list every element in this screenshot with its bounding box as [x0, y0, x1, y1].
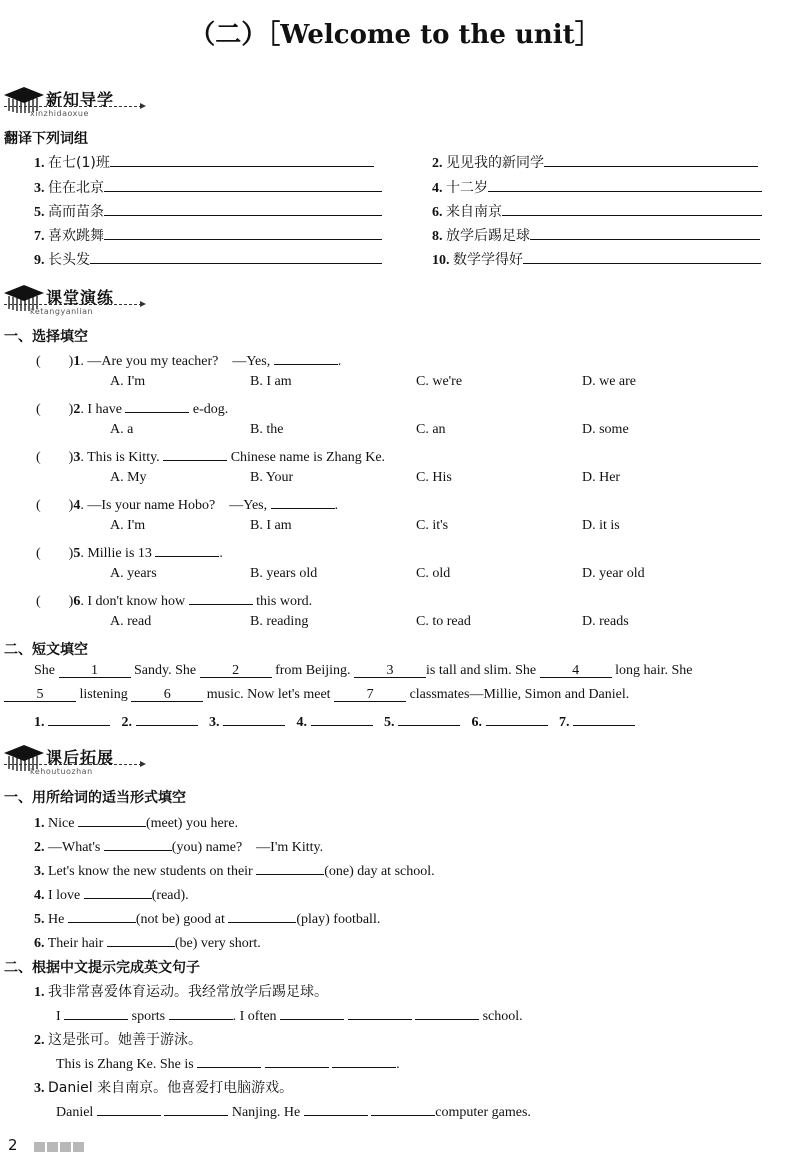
- option[interactable]: A. a: [110, 422, 134, 437]
- answer-blank[interactable]: [107, 932, 175, 947]
- option[interactable]: A. years: [110, 566, 157, 581]
- heading-cloze: 二、短文填空: [4, 642, 88, 658]
- answer-blank[interactable]: [228, 908, 296, 923]
- footer-decoration: [60, 1142, 71, 1152]
- option[interactable]: B. reading: [250, 614, 309, 629]
- page-title: [0, 14, 790, 51]
- answer-blank[interactable]: [64, 1005, 128, 1020]
- option[interactable]: C. it's: [416, 518, 449, 533]
- translate-item: 5. 高而苗条: [34, 201, 382, 221]
- answer-blank[interactable]: [304, 1101, 368, 1116]
- option[interactable]: C. His: [416, 470, 452, 485]
- word-form-item: 2. —What's (you) name? —I'm Kitty.: [34, 836, 323, 856]
- answer-blank[interactable]: [155, 542, 219, 557]
- answer-line[interactable]: [573, 711, 635, 726]
- answer-line[interactable]: [90, 249, 382, 264]
- answer-line[interactable]: [110, 152, 374, 167]
- translate-item: 4. 十二岁: [432, 177, 762, 197]
- heading-multiple-choice: 一、选择填空: [4, 329, 88, 345]
- answer-line[interactable]: [544, 152, 758, 167]
- option[interactable]: A. I'm: [110, 518, 146, 533]
- option[interactable]: C. to read: [416, 614, 471, 629]
- answer-line[interactable]: [104, 177, 382, 192]
- cloze-blank[interactable]: 3: [354, 663, 426, 678]
- section-name: 新知导学: [46, 90, 115, 109]
- translate-item: 1. 在七(1)班: [34, 152, 374, 172]
- option[interactable]: C. old: [416, 566, 451, 581]
- cloze-blank[interactable]: 7: [334, 687, 406, 702]
- answer-blank[interactable]: [169, 1005, 233, 1020]
- option[interactable]: B. Your: [250, 470, 294, 485]
- heading-translate: 翻译下列词组: [4, 131, 88, 147]
- translate-item: 6. 来自南京: [432, 201, 762, 221]
- option[interactable]: D. reads: [582, 614, 629, 629]
- option[interactable]: D. year old: [582, 566, 645, 581]
- word-form-item: 3. Let's know the new students on their (one) day at school.: [34, 860, 435, 880]
- sentence-answer: Daniel Nanjing. He computer games.: [56, 1101, 531, 1121]
- option[interactable]: B. I am: [250, 374, 292, 389]
- word-form-item: 6. Their hair (be) very short.: [34, 932, 261, 952]
- answer-blank[interactable]: [78, 812, 146, 827]
- answer-blank[interactable]: [197, 1053, 261, 1068]
- answer-blank[interactable]: [104, 836, 172, 851]
- word-form-item: 1. Nice (meet) you here.: [34, 812, 238, 832]
- mc-question: ( )4. —Is your name Hobo? —Yes, .: [36, 494, 338, 514]
- mc-question: ( )1. —Are you my teacher? —Yes, .: [36, 350, 341, 370]
- translate-item: 10. 数学学得好: [432, 249, 761, 269]
- translate-item: 3. 住在北京: [34, 177, 382, 197]
- cloze-blank[interactable]: 4: [540, 663, 612, 678]
- answer-blank[interactable]: [348, 1005, 412, 1020]
- cloze-blank[interactable]: 6: [131, 687, 203, 702]
- sentence-prompt: 3. Daniel 来自南京。他喜爱打电脑游戏。: [34, 1080, 294, 1096]
- translate-item: 8. 放学后踢足球: [432, 225, 760, 245]
- option[interactable]: B. I am: [250, 518, 292, 533]
- heading-complete-sentences: 二、根据中文提示完成英文句子: [4, 960, 200, 976]
- option[interactable]: A. My: [110, 470, 147, 485]
- answer-line[interactable]: [136, 711, 198, 726]
- sentence-prompt: 2. 这是张可。她善于游泳。: [34, 1032, 202, 1048]
- answer-line[interactable]: [486, 711, 548, 726]
- section-pinyin: ketangyanlian: [30, 307, 94, 316]
- title-right: ］: [574, 20, 601, 49]
- option[interactable]: D. Her: [582, 470, 621, 485]
- footer-decoration: [47, 1142, 58, 1152]
- section-header-ketangyanlian: [4, 280, 154, 320]
- section-pinyin: kehoutuozhan: [30, 767, 93, 776]
- answer-blank[interactable]: [371, 1101, 435, 1116]
- answer-line[interactable]: [104, 225, 382, 240]
- cloze-line: She 1 Sandy. She 2 from Beijing. 3 is tall and slim. She 4 long hair. She: [34, 663, 693, 678]
- cloze-blank[interactable]: 5: [4, 687, 76, 702]
- answer-blank[interactable]: [415, 1005, 479, 1020]
- answer-blank[interactable]: [256, 860, 324, 875]
- option[interactable]: B. the: [250, 422, 284, 437]
- translate-item: 2. 见见我的新同学: [432, 152, 758, 172]
- option[interactable]: C. we're: [416, 374, 463, 389]
- footer-decoration: [73, 1142, 84, 1152]
- answer-blank[interactable]: [68, 908, 136, 923]
- option[interactable]: B. years old: [250, 566, 318, 581]
- answer-blank[interactable]: [332, 1053, 396, 1068]
- translate-item: 7. 喜欢跳舞: [34, 225, 382, 245]
- answer-blank[interactable]: [84, 884, 152, 899]
- option[interactable]: D. some: [582, 422, 629, 437]
- answer-blank[interactable]: [274, 350, 338, 365]
- section-name: 课后拓展: [46, 748, 115, 767]
- title-left: （二）［: [189, 20, 281, 49]
- footer-decoration: [34, 1142, 45, 1152]
- option[interactable]: A. read: [110, 614, 152, 629]
- section-pinyin: xinzhidaoxue: [30, 109, 89, 118]
- sentence-answer: I sports . I often school.: [56, 1005, 523, 1025]
- section-header-kehoutuozhan: [4, 740, 154, 780]
- option[interactable]: C. an: [416, 422, 446, 437]
- page-number: 2: [8, 1136, 18, 1154]
- title-main: Welcome to the unit: [280, 20, 575, 50]
- mc-question: ( )6. I don't know how this word.: [36, 590, 312, 610]
- answer-line[interactable]: [530, 225, 760, 240]
- option[interactable]: D. it is: [582, 518, 620, 533]
- translate-item: 9. 长头发: [34, 249, 382, 269]
- cloze-answer-row: 1. 2. 3. 4. 5. 6. 7.: [34, 711, 635, 731]
- heading-word-forms: 一、用所给词的适当形式填空: [4, 790, 186, 806]
- sentence-answer: This is Zhang Ke. She is .: [56, 1053, 400, 1073]
- answer-blank[interactable]: [271, 494, 335, 509]
- cloze-blank[interactable]: 1: [59, 663, 131, 678]
- answer-blank[interactable]: [265, 1053, 329, 1068]
- answer-line[interactable]: [398, 711, 460, 726]
- answer-line[interactable]: [104, 201, 382, 216]
- section-name: 课堂演练: [46, 288, 115, 307]
- section-header-xinzhidaoxue: [4, 82, 154, 122]
- mc-question: ( )5. Millie is 13 .: [36, 542, 223, 562]
- answer-line[interactable]: [502, 201, 762, 216]
- answer-blank[interactable]: [125, 398, 189, 413]
- option[interactable]: A. I'm: [110, 374, 146, 389]
- cloze-blank[interactable]: 2: [200, 663, 272, 678]
- answer-line[interactable]: [488, 177, 762, 192]
- option[interactable]: D. we are: [582, 374, 637, 389]
- answer-line[interactable]: [48, 711, 110, 726]
- answer-blank[interactable]: [164, 1101, 228, 1116]
- cloze-line: 5 listening 6 music. Now let's meet 7 classmates—Millie, Simon and Daniel.: [4, 687, 629, 703]
- answer-blank[interactable]: [280, 1005, 344, 1020]
- sentence-prompt: 1. 我非常喜爱体育运动。我经常放学后踢足球。: [34, 984, 328, 1000]
- answer-line[interactable]: [223, 711, 285, 726]
- word-form-item: 5. He (not be) good at (play) football.: [34, 908, 380, 928]
- answer-blank[interactable]: [163, 446, 227, 461]
- answer-line[interactable]: [311, 711, 373, 726]
- answer-blank[interactable]: [97, 1101, 161, 1116]
- answer-blank[interactable]: [189, 590, 253, 605]
- answer-line[interactable]: [523, 249, 761, 264]
- word-form-item: 4. I love (read).: [34, 884, 189, 904]
- mc-question: ( )2. I have e-dog.: [36, 398, 228, 418]
- mc-question: ( )3. This is Kitty. Chinese name is Zhang Ke.: [36, 446, 385, 466]
